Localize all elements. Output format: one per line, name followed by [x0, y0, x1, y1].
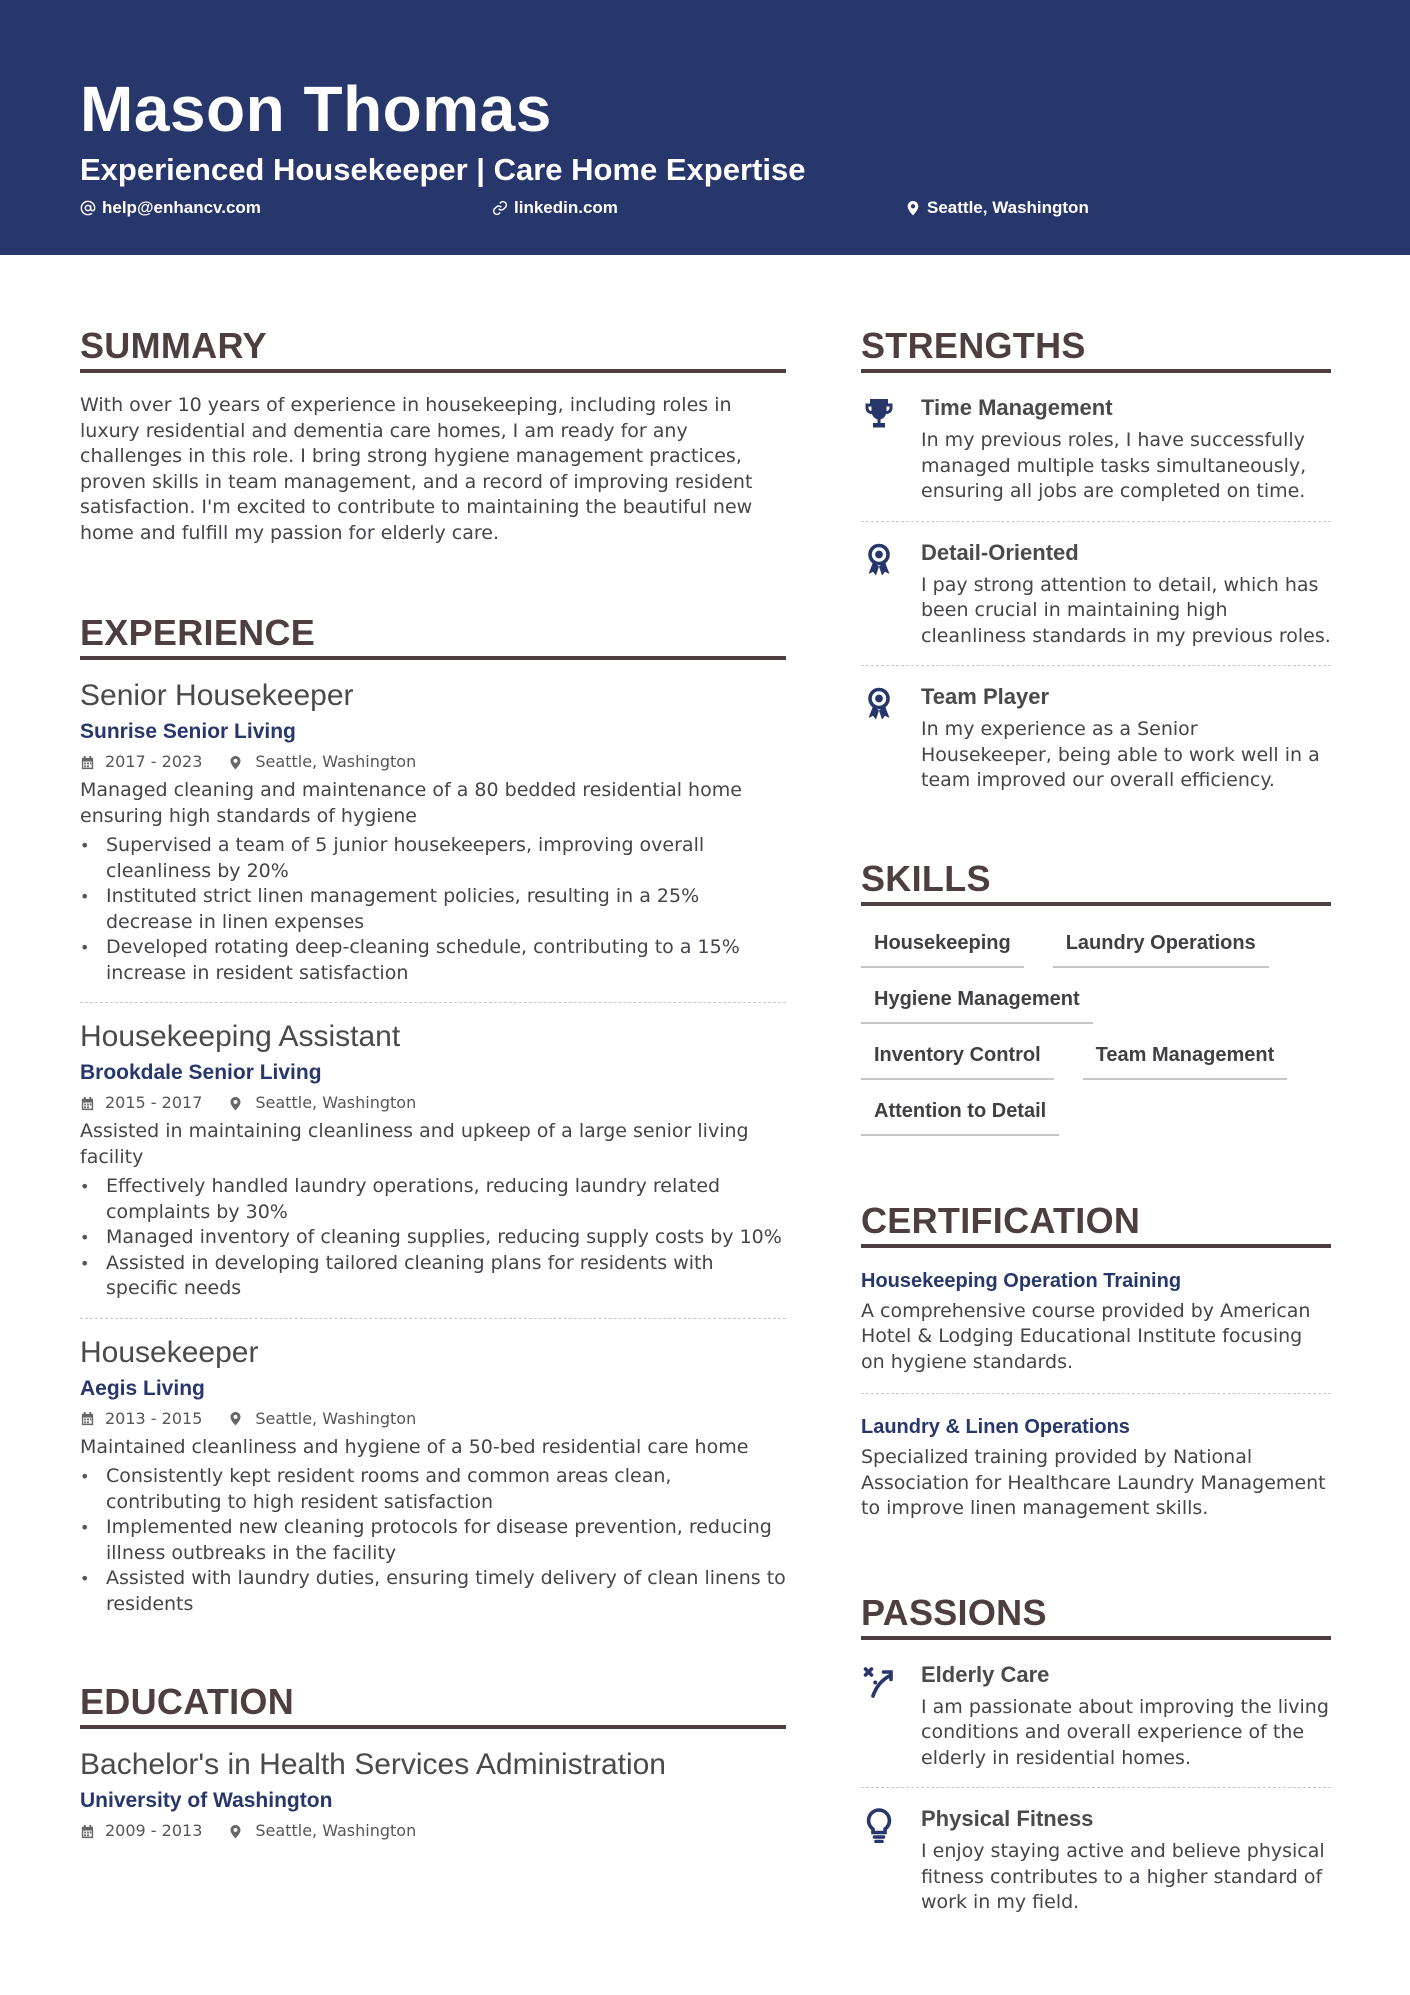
passion-description: I am passionate about improving the living conditions and overall experience of the elderly in residential homes. — [921, 1695, 1329, 1769]
job-bullet: • Consistently kept resident rooms and common areas clean, contributing to high resident satisfaction — [80, 1464, 786, 1515]
skill-tag: Team Management — [1083, 1032, 1288, 1080]
job-dates: 2015 - 2017 — [105, 1093, 203, 1112]
education-meta — [80, 1821, 786, 1841]
job-company: Aegis Living — [80, 1376, 205, 1400]
passion-title: Physical Fitness — [921, 1806, 1094, 1831]
job-location-text: Seattle, Washington — [255, 1408, 417, 1428]
job-title: Housekeeping Assistant — [80, 1020, 401, 1053]
job-entry — [80, 1318, 786, 1634]
strength-title: Time Management — [921, 395, 1113, 420]
contact-linkedin-text: linkedin.com — [514, 198, 618, 217]
experience-section — [80, 612, 786, 1633]
map-pin-icon — [228, 755, 243, 770]
map-pin-icon — [228, 1824, 243, 1839]
contact-location-text: Seattle, Washington — [927, 198, 1089, 217]
skill-tag: Attention to Detail — [861, 1088, 1059, 1136]
contact-email-text: help@enhancv.com — [102, 198, 261, 217]
trophy-icon — [861, 396, 897, 432]
certification-item — [861, 1248, 1331, 1394]
skill-tag: Laundry Operations — [1053, 920, 1269, 968]
certification-heading: CERTIFICATION — [861, 1200, 1331, 1248]
passion-item — [861, 1644, 1331, 1788]
experience-heading: EXPERIENCE — [80, 612, 786, 660]
calendar-icon — [80, 1096, 95, 1111]
strength-title: Team Player — [921, 684, 1050, 709]
strength-description: In my previous roles, I have successfully managed multiple tasks simultaneously, ensuring all jobs are completed on time. — [921, 429, 1307, 502]
job-meta — [80, 1409, 786, 1429]
candidate-headline: Experienced Housekeeper | Care Home Expertise — [80, 152, 806, 187]
job-dates: 2013 - 2015 — [105, 1408, 203, 1428]
left-column — [80, 325, 786, 1841]
skills-section — [861, 858, 1331, 1144]
strength-description: I pay strong attention to detail, which has been crucial in maintaining high cleanliness standards in my previous roles. — [921, 573, 1331, 647]
job-meta — [80, 1093, 786, 1113]
job-entry — [80, 678, 786, 1002]
job-bullet: • Managed inventory of cleaning supplies, reducing supply costs by 10% — [80, 1225, 786, 1251]
job-dates: 2017 - 2023 — [105, 752, 203, 771]
skill-tag: Hygiene Management — [861, 976, 1093, 1024]
job-bullet: • Assisted in developing tailored cleaning plans for residents with specific needs — [80, 1251, 786, 1302]
education-heading: EDUCATION — [80, 1681, 786, 1729]
passions-heading: PASSIONS — [861, 1592, 1331, 1640]
job-bullet: • Developed rotating deep-cleaning schedule, contributing to a 15% increase in resident satisfaction — [80, 935, 786, 986]
strength-item — [861, 521, 1331, 666]
strength-description: In my experience as a Senior Housekeeper, being able to work well in a team improved our overall efficiency. — [921, 718, 1320, 791]
contact-location — [905, 198, 1089, 218]
job-bullet: • Instituted strict linen management policies, resulting in a 25% decrease in linen expenses — [80, 884, 786, 935]
job-entry — [80, 1002, 786, 1318]
job-location — [228, 1093, 416, 1113]
certification-title: Housekeeping Operation Training — [861, 1269, 1182, 1292]
education-dates: 2009 - 2013 — [105, 1821, 203, 1840]
job-title: Senior Housekeeper — [80, 679, 354, 712]
job-bullets — [80, 1174, 786, 1302]
passion-item — [861, 1787, 1331, 1932]
contact-linkedin[interactable] — [492, 198, 618, 218]
job-description: Assisted in maintaining cleanliness and upkeep of a large senior living facility — [80, 1120, 749, 1168]
certification-description: Specialized training provided by National Association for Healthcare Laundry Management to improve linen management skills. — [861, 1446, 1326, 1519]
job-bullet: • Supervised a team of 5 junior housekeepers, improving overall cleanliness by 20% — [80, 833, 786, 884]
job-location-text: Seattle, Washington — [255, 752, 417, 771]
strategy-icon — [861, 1663, 897, 1699]
job-bullet: • Assisted with laundry duties, ensuring timely delivery of clean linens to residents — [80, 1566, 786, 1617]
job-meta — [80, 752, 786, 772]
job-company: Sunrise Senior Living — [80, 720, 296, 743]
strengths-heading: STRENGTHS — [861, 325, 1331, 373]
strength-title: Detail-Oriented — [921, 539, 1079, 565]
job-title: Housekeeper — [80, 1335, 259, 1369]
strength-item — [861, 377, 1331, 521]
contact-email[interactable] — [80, 198, 261, 218]
job-bullets — [80, 1464, 786, 1617]
skills-list — [861, 920, 1331, 1144]
education-school: University of Washington — [80, 1789, 333, 1812]
education-section — [80, 1681, 786, 1841]
calendar-icon — [80, 1824, 95, 1839]
passions-section — [861, 1592, 1331, 1932]
job-location — [228, 752, 416, 772]
right-column — [861, 325, 1331, 1932]
job-location-text: Seattle, Washington — [255, 1093, 417, 1112]
job-bullet: • Implemented new cleaning protocols for disease prevention, reducing illness outbreaks in the facility — [80, 1515, 786, 1566]
candidate-name: Mason Thomas — [80, 73, 552, 145]
calendar-icon — [80, 1411, 95, 1426]
education-degree: Bachelor's in Health Services Administration — [80, 1748, 666, 1781]
map-pin-icon — [905, 200, 921, 216]
skill-tag: Housekeeping — [861, 920, 1024, 968]
job-bullet: • Effectively handled laundry operations, reducing laundry related complaints by 30% — [80, 1174, 786, 1225]
award-ribbon-icon — [861, 541, 897, 577]
certification-item — [861, 1393, 1331, 1540]
summary-section — [80, 325, 786, 546]
certification-description: A comprehensive course provided by American Hotel & Lodging Educational Institute focusing on hygiene standards. — [861, 1299, 1311, 1373]
job-location — [228, 1409, 416, 1429]
summary-heading: SUMMARY — [80, 325, 786, 373]
education-location-text: Seattle, Washington — [255, 1821, 417, 1840]
job-description: Maintained cleanliness and hygiene of a 50-bed residential care home — [80, 1435, 749, 1458]
passion-description: I enjoy staying active and believe physical fitness contributes to a higher standard of work in my field. — [921, 1840, 1325, 1913]
passion-title: Elderly Care — [921, 1661, 1050, 1687]
skills-heading: SKILLS — [861, 858, 1331, 906]
job-company: Brookdale Senior Living — [80, 1061, 322, 1084]
summary-text: With over 10 years of experience in housekeeping, including roles in luxury residential and dementia care homes, I am ready for any challenges in this role. I bring strong hygiene management practices, proven skills in team management, and a record of improving resident satisfaction. I'm excited to contribute to maintaining the beautiful new home and fulfill my passion for elderly care. — [80, 394, 753, 544]
calendar-icon — [80, 755, 95, 770]
job-description: Managed cleaning and maintenance of a 80 bedded residential home ensuring high standards of hygiene — [80, 779, 742, 827]
lightbulb-icon — [861, 1807, 897, 1843]
certification-title: Laundry & Linen Operations — [861, 1416, 1130, 1438]
map-pin-icon — [228, 1096, 243, 1111]
strengths-section — [861, 325, 1331, 810]
education-location — [228, 1821, 416, 1841]
link-icon — [492, 200, 508, 216]
strength-item — [861, 665, 1331, 810]
map-pin-icon — [228, 1411, 243, 1426]
award-ribbon-icon — [861, 685, 897, 721]
resume-header — [0, 0, 1410, 255]
at-sign-icon — [80, 200, 96, 216]
skill-tag: Inventory Control — [861, 1032, 1054, 1080]
job-bullets — [80, 833, 786, 986]
certification-section — [861, 1200, 1331, 1540]
